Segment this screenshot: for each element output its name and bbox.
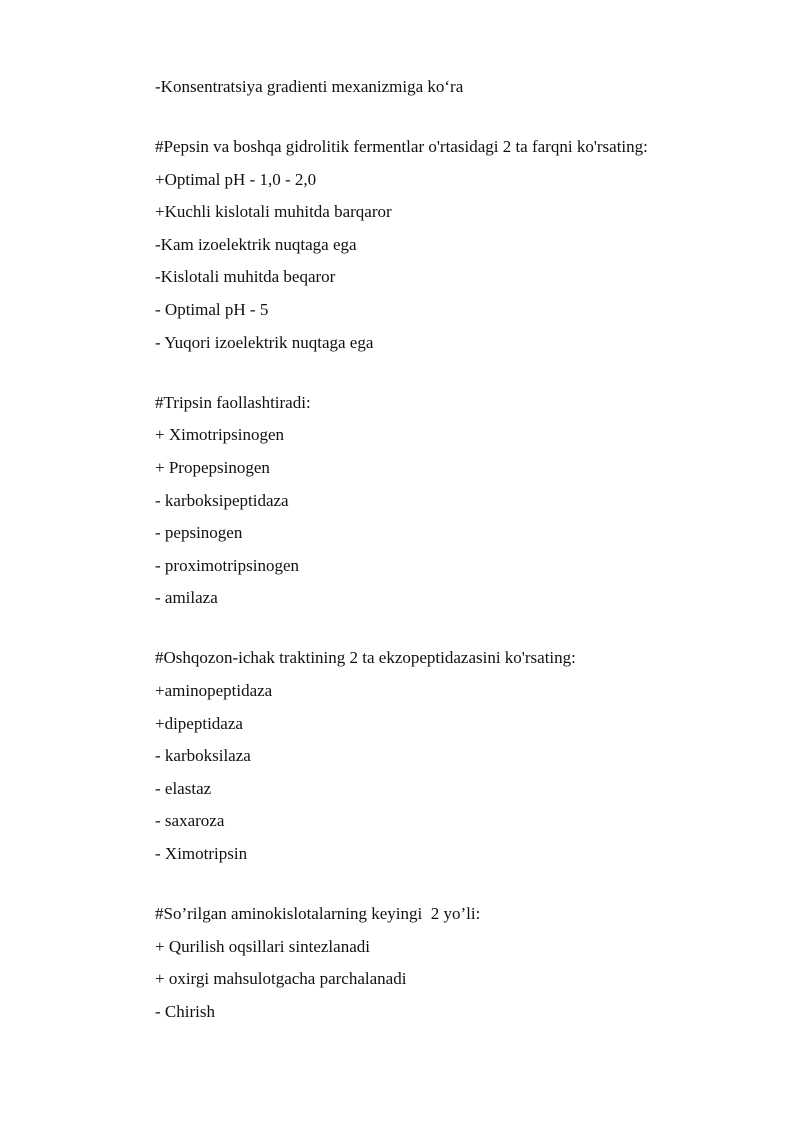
answer-option: - amilaza <box>155 588 218 608</box>
block-spacer <box>155 871 775 899</box>
answer-option: +aminopeptidaza <box>155 681 273 700</box>
answer-option: + Qurilish oqsillari sintezlanadi <box>155 936 370 956</box>
answer-option: - proximotripsinogen <box>155 555 300 575</box>
answer-option: -Kam izoelektrik nuqtaga ega <box>155 234 357 254</box>
block-spacer <box>155 359 775 387</box>
answer-option: -Kislotali muhitda beqaror <box>155 267 336 287</box>
answer-option: +Kuchli kislotali muhitda barqaror <box>155 202 392 222</box>
answer-option: - karboksilaza <box>155 746 251 766</box>
answer-option: + oxirgi mahsulotgacha parchalanadi <box>155 969 407 989</box>
answer-option: - Chirish <box>155 1001 215 1021</box>
answer-option: +Optimal pH - 1,0 - 2,0 <box>155 169 317 189</box>
answer-option: + Ximotripsinogen <box>155 425 285 445</box>
answer-option: - elastaz <box>155 778 212 798</box>
answer-option: -Konsentratsiya gradienti mexanizmiga ko‘ra <box>155 77 464 96</box>
answer-option: - Ximotripsin <box>155 843 248 863</box>
answer-option: - pepsinogen <box>155 523 243 543</box>
answer-option: - Yuqori izoelektrik nuqtaga ega <box>155 332 374 352</box>
document-page <box>155 71 775 1028</box>
question-heading: #So’rilgan aminokislotalarning keyingi 2 yo’li: <box>155 904 481 924</box>
answer-option: - karboksipeptidaza <box>155 490 289 510</box>
block-spacer <box>155 615 775 643</box>
block-spacer <box>155 104 775 132</box>
question-heading: #Pepsin va boshqa gidrolitik fermentlar o'rtasidagi 2 ta farqni ko'rsating: <box>155 137 648 157</box>
answer-option: - Optimal pH - 5 <box>155 300 269 320</box>
question-heading: #Oshqozon-ichak traktining 2 ta ekzopeptidazasini ko'rsating: <box>155 648 576 668</box>
answer-option: +dipeptidaza <box>155 713 243 733</box>
question-heading: #Tripsin faollashtiradi: <box>155 392 311 412</box>
answer-option: + Propepsinogen <box>155 457 270 477</box>
answer-option: - saxaroza <box>155 811 225 831</box>
